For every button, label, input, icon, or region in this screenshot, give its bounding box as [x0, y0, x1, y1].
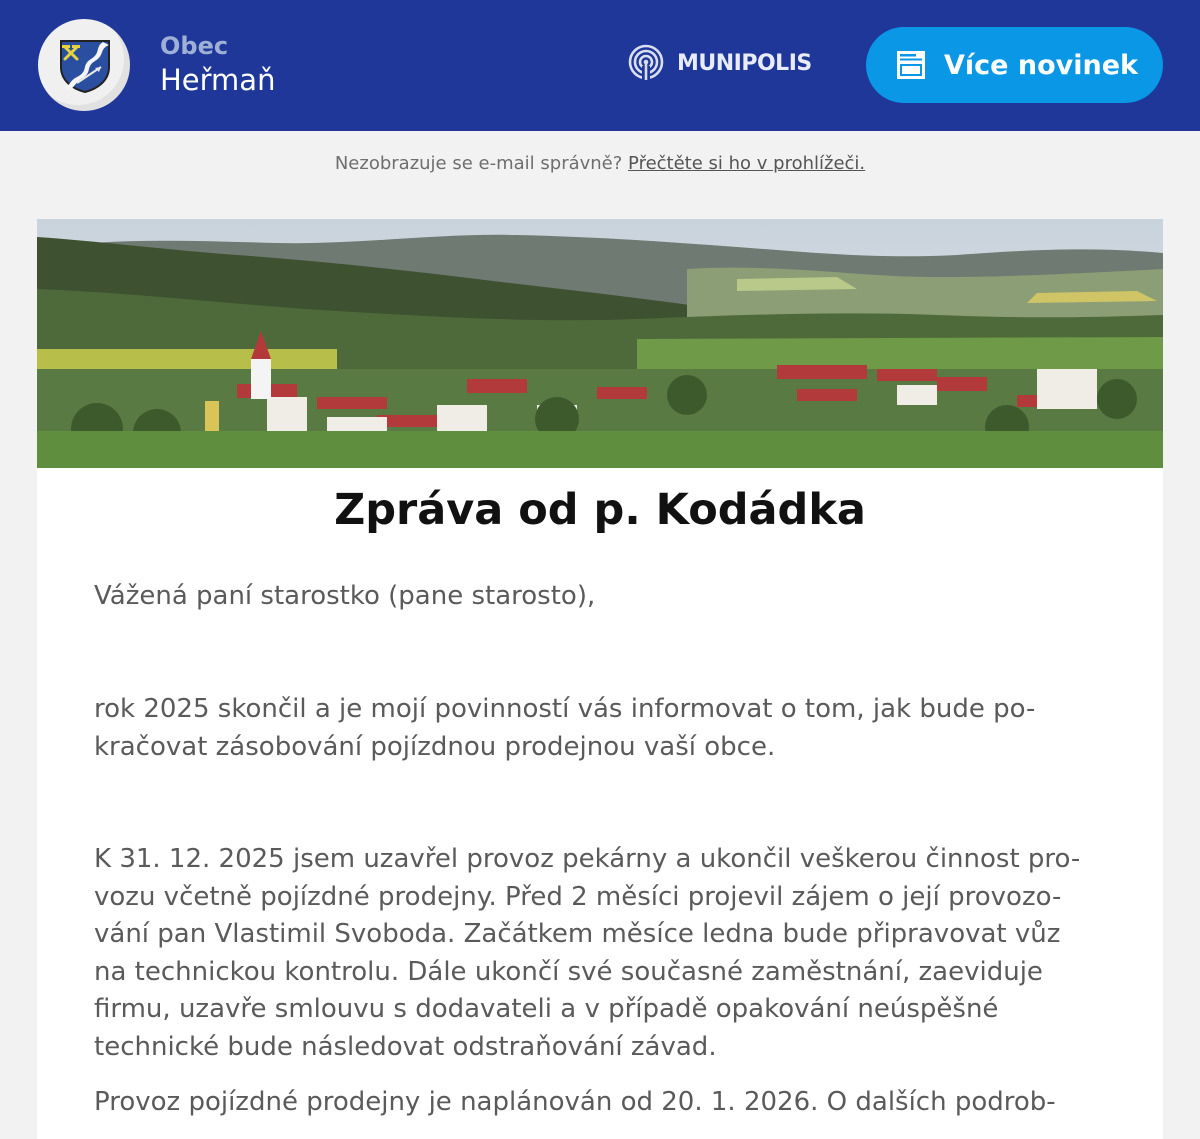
paragraph-1	[94, 691, 1104, 766]
text-line: vozu včetně pojízdné prodejny. Před 2 měsíci projevil zájem o její provozo-	[94, 881, 1062, 912]
notice-text: Nezobrazuje se e-mail správně?	[334, 153, 629, 174]
article-title: Zpráva od p. Kodádka	[334, 485, 866, 535]
coat-of-arms-icon	[59, 39, 111, 93]
greeting: Vážená paní starostko (pane starosto),	[94, 581, 596, 611]
municipality-logo[interactable]	[38, 19, 130, 111]
newspaper-icon	[896, 50, 926, 80]
text-line: na technickou kontrolu. Dále ukončí své současné zaměstnání, zaeviduje	[94, 956, 1043, 987]
paragraph-3	[94, 1084, 1104, 1122]
more-news-button[interactable]	[866, 27, 1163, 103]
text-line: technické bude následovat odstraňování závad.	[94, 1031, 717, 1062]
text-line: kračovat zásobování pojízdnou prodejnou vaší obce.	[94, 731, 776, 762]
text-line: vání pan Vlastimil Svoboda. Začátkem měsíce ledna bude připravovat vůz	[94, 919, 1061, 949]
text-line: rok 2025 skončil a je mojí povinností vás informovat o tom, jak bude po-	[94, 694, 1036, 724]
text-line: firmu, uzavře smlouvu s dodavateli a v případě opakování neúspěšné	[94, 994, 999, 1024]
paragraph-2	[94, 841, 1104, 1066]
display-notice	[0, 151, 1200, 177]
text-line: Provoz pojízdné prodejny je naplánován od 20. 1. 2026. O dalších podrob-	[94, 1087, 1056, 1117]
municipality-brand	[160, 30, 275, 98]
munipolis-name: MUNIPOLIS	[677, 50, 812, 76]
munipolis-logo[interactable]	[627, 44, 812, 82]
municipality-label: Obec	[160, 32, 229, 60]
more-news-label: Více novinek	[944, 49, 1138, 81]
broadcast-signal-icon	[627, 44, 665, 82]
email-header	[0, 0, 1200, 131]
view-in-browser-link[interactable]: Přečtěte si ho v prohlížeči.	[628, 153, 866, 174]
text-line: K 31. 12. 2025 jsem uzavřel provoz pekárny a ukončil veškerou činnost pro-	[94, 844, 1081, 874]
hero-image	[37, 219, 1163, 468]
municipality-name: Heřmaň	[160, 63, 276, 97]
